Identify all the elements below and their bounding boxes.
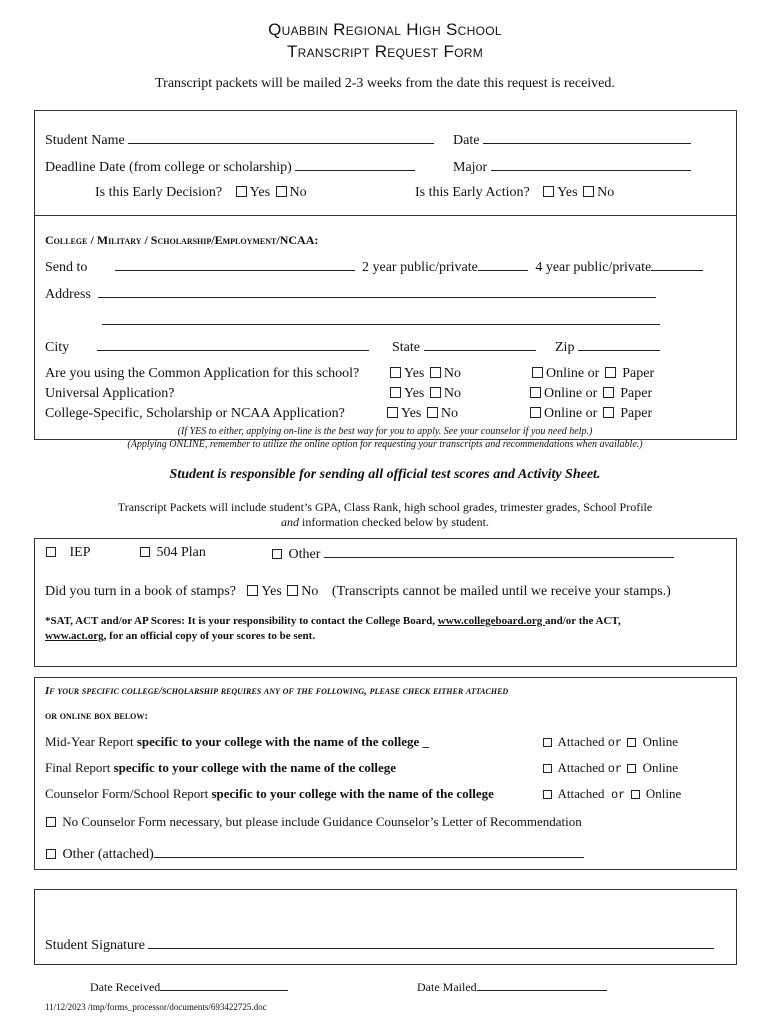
student-name-field[interactable] xyxy=(45,131,434,149)
stamps-no-checkbox[interactable] xyxy=(287,585,298,596)
deadline-input[interactable] xyxy=(295,158,415,171)
stamps-yes-checkbox[interactable] xyxy=(247,585,258,596)
final-attached-online: Attached or Online xyxy=(541,760,678,776)
universal-app-yes-checkbox[interactable] xyxy=(390,387,401,398)
final-online-checkbox[interactable] xyxy=(627,764,636,773)
early-decision-label: Is this Early Decision? xyxy=(95,185,223,200)
counselor-form-row: Counselor Form/School Report specific to your college with the name of the college xyxy=(45,786,494,801)
section-divider xyxy=(34,215,737,216)
form-title-school: Quabbin Regional High School xyxy=(268,20,502,39)
college-specific-online-checkbox[interactable] xyxy=(530,407,541,418)
iep-option[interactable]: IEP xyxy=(44,545,91,561)
signature-input[interactable] xyxy=(148,936,714,949)
send-to-input[interactable] xyxy=(115,258,355,271)
school-type-field[interactable]: 2 year public/private 4 year public/private xyxy=(362,258,703,276)
major-label: Major xyxy=(453,160,488,175)
counselor-online-checkbox[interactable] xyxy=(631,790,640,799)
common-app-yes-checkbox[interactable] xyxy=(390,367,401,378)
student-name-input[interactable] xyxy=(128,131,434,144)
college-specific-no-checkbox[interactable] xyxy=(427,407,438,418)
act-link[interactable]: www.act.org xyxy=(45,630,104,642)
early-action-yes-checkbox[interactable] xyxy=(543,186,554,197)
city-input[interactable] xyxy=(97,338,369,351)
stamps-note: (Transcripts cannot be mailed until we receive your stamps.) xyxy=(331,584,671,599)
date-mailed-field[interactable]: Date Mailed xyxy=(417,980,607,995)
signature-field[interactable] xyxy=(45,936,714,954)
midyear-attached-online: Attached or Online xyxy=(541,734,678,750)
college-specific-yes-no: Yes No xyxy=(385,406,458,422)
common-app-paper-checkbox[interactable] xyxy=(605,367,616,378)
state-input[interactable] xyxy=(424,338,536,351)
address-field[interactable] xyxy=(45,285,656,303)
common-app-no-checkbox[interactable] xyxy=(430,367,441,378)
packets-info-line2: and information checked below by student. xyxy=(281,515,489,529)
date-received-input[interactable] xyxy=(160,980,288,991)
early-decision-row: Is this Early Decision? Yes No xyxy=(95,185,307,200)
early-action-no-checkbox[interactable] xyxy=(583,186,594,197)
universal-app-online-checkbox[interactable] xyxy=(530,387,541,398)
other-plan-checkbox[interactable] xyxy=(272,549,282,559)
midyear-online-checkbox[interactable] xyxy=(627,738,636,747)
send-to-field[interactable] xyxy=(45,258,355,276)
other-attached-checkbox[interactable] xyxy=(46,849,56,859)
date-mailed-input[interactable] xyxy=(477,980,607,991)
stamps-question-row: Did you turn in a book of stamps? Yes No (Transcripts cannot be mailed until we receive your stamps.) xyxy=(45,584,671,599)
common-app-online-checkbox[interactable] xyxy=(532,367,543,378)
signature-label: Student Signature xyxy=(45,938,145,953)
college-specific-question: College-Specific, Scholarship or NCAA Application? xyxy=(45,406,345,421)
no-counselor-option[interactable]: No Counselor Form necessary, but please include Guidance Counselor’s Letter of Recommendation xyxy=(44,814,582,830)
plan504-checkbox[interactable] xyxy=(140,547,150,557)
college-section-heading: College / Military / Scholarship/Employment/NCAA: xyxy=(45,233,319,247)
college-specific-yes-checkbox[interactable] xyxy=(387,407,398,418)
common-app-online-paper: Online or Paper xyxy=(530,366,654,382)
zip-input[interactable] xyxy=(578,338,660,351)
state-field[interactable]: State xyxy=(392,338,536,356)
form-title: Transcript Request Form xyxy=(286,42,484,61)
stamps-question: Did you turn in a book of stamps? xyxy=(45,584,236,599)
mailing-notice: Transcript packets will be mailed 2-3 weeks from the date this request is received. xyxy=(155,76,615,91)
other-plan-input[interactable] xyxy=(324,545,674,558)
universal-app-question: Universal Application? xyxy=(45,386,175,401)
other-attached-input[interactable] xyxy=(154,845,584,858)
address-label: Address xyxy=(45,287,91,302)
early-action-label: Is this Early Action? xyxy=(415,185,530,200)
major-field[interactable] xyxy=(453,158,691,176)
plan504-option[interactable]: 504 Plan xyxy=(138,545,206,561)
common-app-question: Are you using the Common Application for this school? xyxy=(45,366,360,381)
other-plan-option[interactable]: Other xyxy=(270,545,674,563)
final-report-row: Final Report specific to your college with the name of the college xyxy=(45,760,397,775)
common-app-yes-no: Yes No xyxy=(388,366,461,382)
universal-app-no-checkbox[interactable] xyxy=(430,387,441,398)
college-specific-online-paper: Online or Paper xyxy=(528,406,652,422)
collegeboard-link[interactable]: www.collegeboard.org xyxy=(437,615,545,627)
student-name-label: Student Name xyxy=(45,133,125,148)
online-note: (If YES to either, applying on-line is the best way for you to apply. See your counselor if you need help.) xyxy=(177,426,593,437)
four-year-input[interactable] xyxy=(651,258,703,271)
major-input[interactable] xyxy=(491,158,691,171)
deadline-field[interactable] xyxy=(45,158,415,176)
other-attached-option[interactable]: Other (attached) xyxy=(44,845,584,863)
packets-info-line1: Transcript Packets will include student’s GPA, Class Rank, high school grades, trimester grades, School Profile xyxy=(117,500,653,514)
college-specific-paper-checkbox[interactable] xyxy=(603,407,614,418)
address-input-line1[interactable] xyxy=(98,285,656,298)
scores-notice-line2: www.act.org, for an official copy of your scores to be sent. xyxy=(45,630,316,642)
universal-app-online-paper: Online or Paper xyxy=(528,386,652,402)
online-reminder: (Applying ONLINE, remember to utilize the online option for requesting your transcripts and recommendations when available.) xyxy=(127,439,643,450)
universal-app-yes-no: Yes No xyxy=(388,386,461,402)
early-action-row: Is this Early Action? Yes No xyxy=(415,185,615,200)
iep-checkbox[interactable] xyxy=(46,547,56,557)
counselor-attached-checkbox[interactable] xyxy=(543,790,552,799)
counselor-attached-online: Attached or Online xyxy=(541,786,681,802)
date-field[interactable] xyxy=(453,131,691,149)
midyear-attached-checkbox[interactable] xyxy=(543,738,552,747)
date-received-field[interactable]: Date Received xyxy=(90,980,288,995)
address-input-line2[interactable] xyxy=(102,312,660,325)
send-to-label: Send to xyxy=(45,260,88,275)
deadline-label: Deadline Date (from college or scholarship) xyxy=(45,160,292,175)
requirements-heading-line1: If your specific college/scholarship requires any of the following, please check either attached xyxy=(45,685,509,697)
early-decision-no-checkbox[interactable] xyxy=(276,186,287,197)
early-decision-yes-checkbox[interactable] xyxy=(236,186,247,197)
midyear-report-row: Mid-Year Report specific to your college with the name of the college _ xyxy=(45,734,430,749)
responsibility-statement: Student is responsible for sending all official test scores and Activity Sheet. xyxy=(169,467,601,482)
universal-app-paper-checkbox[interactable] xyxy=(603,387,614,398)
requirements-heading-line2: or online box below: xyxy=(45,710,149,722)
no-counselor-checkbox[interactable] xyxy=(46,817,56,827)
date-input[interactable] xyxy=(483,131,691,144)
city-field[interactable] xyxy=(45,338,369,356)
date-label: Date xyxy=(453,133,480,148)
scores-notice-line1: *SAT, ACT and/or AP Scores: It is your responsibility to contact the College Board, www.collegeboard.org and/or the ACT, xyxy=(45,615,621,627)
city-label: City xyxy=(45,340,70,355)
zip-field[interactable]: Zip xyxy=(555,338,660,356)
document-info: 11/12/2023 /tmp/forms_processor/documents/693422725.doc xyxy=(45,1002,267,1012)
two-year-input[interactable] xyxy=(478,258,528,271)
final-attached-checkbox[interactable] xyxy=(543,764,552,773)
